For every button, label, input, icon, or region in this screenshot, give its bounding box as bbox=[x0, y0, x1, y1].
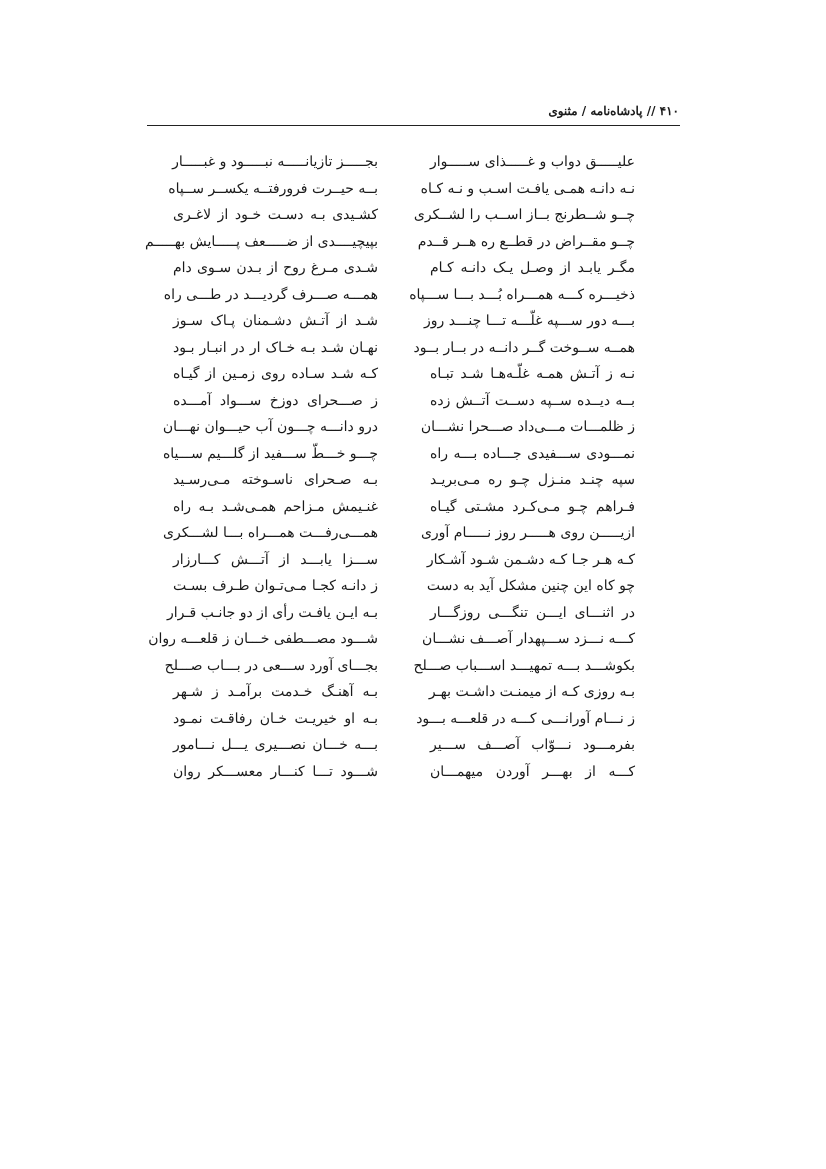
hemistich-second: ز صـــحرای دوزخ ســـواد آمـــده bbox=[173, 392, 378, 409]
hemistich-first: نـه ز آتـش همـه غلّـه‌هـا شـد تبـاه bbox=[430, 366, 635, 382]
verse-row bbox=[163, 520, 635, 547]
hemistich-first: بـه روزی کـه از میمنـت داشـت بهـر bbox=[428, 684, 635, 700]
hemistich-first: بــه دیــده ســپه دســت آتــش زده bbox=[430, 392, 635, 409]
verse-row bbox=[173, 361, 635, 388]
verse-row bbox=[168, 176, 635, 203]
hemistich-first: چــو مقــراض در قطــع ره هــر قــدم bbox=[417, 233, 635, 250]
hemistich-first: نـه دانـه همـی یافـت اسـب و نـه کـاه bbox=[420, 180, 635, 197]
verse-row bbox=[173, 335, 635, 362]
hemistich-first: ذخیـــره کـــه همـــراه بُـــد بـــا ســـپاه bbox=[409, 286, 635, 303]
hemistich-second: نهـان شـد بـه خـاک ار در انبـار بـود bbox=[173, 339, 378, 356]
hemistich-second: بـه آهنـگ خـدمت برآمـد ز شـهر bbox=[173, 684, 378, 700]
verse-row bbox=[162, 441, 635, 468]
verse-row bbox=[173, 679, 635, 706]
hemistich-first: مگـر یابـد از وصـل یـک دانـه کـام bbox=[430, 260, 635, 276]
verse-row bbox=[173, 149, 635, 176]
hemistich-second: همـــی‌رفـــت همـــراه بـــا لشـــکری bbox=[163, 525, 378, 541]
verse-row bbox=[173, 388, 635, 415]
hemistich-second: چـــو خـــطّ ســـفید از گلـــیم ســـیاه bbox=[162, 445, 378, 462]
verse-row bbox=[173, 547, 635, 574]
hemistich-first: چو کاه این چنین مشکل آید به دست bbox=[426, 578, 635, 594]
hemistich-second: همـــه صـــرف گردیـــد در طـــی راه bbox=[163, 286, 378, 303]
verse-row bbox=[144, 229, 635, 256]
running-header: ۴۱۰ // پادشاه‌نامه / مثنوی bbox=[548, 104, 679, 118]
hemistich-second: شـد از آتـش دشـمنان پـاک سـوز bbox=[173, 313, 378, 329]
hemistich-first: علیـــــق دواب و غـــــذای ســـــوار bbox=[430, 154, 635, 170]
hemistich-first: بکوشـــد بـــه تمهیـــد اســـباب صـــلح bbox=[413, 657, 635, 674]
verse-row bbox=[173, 573, 635, 600]
hemistich-second: کشـیدی بـه دسـت خـود از لاغـری bbox=[173, 207, 378, 223]
verse-row bbox=[173, 255, 635, 282]
hemistich-first: در اثنـــای ایـــن تنگـــی روزگـــار bbox=[430, 604, 635, 621]
verse-row bbox=[164, 653, 635, 680]
hemistich-first: کـه هـر جـا کـه دشـمن شـود آشـکار bbox=[426, 551, 635, 568]
hemistich-second: شـــود مصـــطفی خـــان ز قلعـــه روان bbox=[148, 631, 378, 647]
verse-row bbox=[173, 308, 635, 335]
hemistich-second: ســـزا یابـــد از آتـــش کـــارزار bbox=[173, 551, 378, 568]
hemistich-second: بجـــای آورد ســـعی در بـــاب صـــلح bbox=[164, 657, 378, 674]
verse-row bbox=[162, 414, 635, 441]
verse-row bbox=[173, 759, 635, 786]
verse-row bbox=[173, 732, 635, 759]
hemistich-second: کـه شـد سـاده روی زمـین از گیـاه bbox=[173, 366, 378, 382]
hemistich-second: ز دانـه کجـا مـی‌تـوان طـرف بسـت bbox=[173, 578, 378, 594]
hemistich-first: نمـــودی ســـفیدی جـــاده بـــه راه bbox=[430, 445, 635, 462]
hemistich-first: بفرمـــود نـــوّاب آصـــف ســـیر bbox=[430, 737, 635, 753]
verse-row bbox=[173, 494, 635, 521]
hemistich-first: ز نـــام آورانـــی کـــه در قلعـــه بـــود bbox=[416, 710, 635, 727]
hemistich-first: همــه ســوخت گــر دانــه در بــار بــود bbox=[413, 339, 635, 356]
verse-row bbox=[173, 706, 635, 733]
verse-row bbox=[173, 202, 635, 229]
hemistich-first: بـــه دور ســـپه غلّـــه تـــا چنـــد روز bbox=[424, 313, 635, 329]
header-rule bbox=[147, 125, 680, 126]
hemistich-second: بپیچیــــدی از ضـــــعف پـــــایش بهـــــم bbox=[144, 233, 378, 250]
hemistich-second: شـدی مـرغ روح از بـدن سـوی دام bbox=[173, 260, 378, 276]
hemistich-first: ز ظلمـــات مـــی‌داد صـــحرا نشـــان bbox=[420, 419, 635, 435]
verse-row bbox=[173, 467, 635, 494]
hemistich-second: بـــه خـــان نصـــیری یـــل نـــامور bbox=[173, 737, 378, 753]
hemistich-first: کـــه از بهـــر آوردن میهمـــان bbox=[430, 763, 635, 780]
hemistich-first: ازیـــــن روی هـــــر روز نـــــام آوری bbox=[420, 525, 635, 541]
hemistich-second: بــه حیــرت فرورفتــه یکســر ســپاه bbox=[168, 180, 378, 197]
hemistich-second: غنـیمش مـزاحم همـی‌شـد بـه راه bbox=[173, 498, 378, 515]
hemistich-second: شـــود تـــا کنـــار معســـکر روان bbox=[173, 763, 378, 780]
verse-row bbox=[148, 626, 635, 653]
hemistich-second: بـه صـحرای ناسـوخته مـی‌رسـید bbox=[173, 472, 378, 488]
hemistich-first: فـراهم چـو مـی‌کـرد مشـتی گیـاه bbox=[430, 498, 635, 515]
hemistich-second: بجـــــز تازیانـــــه نبـــــود و غبـــــار bbox=[172, 154, 378, 170]
hemistich-second: درو دانـــه چـــون آب حیـــوان نهـــان bbox=[162, 419, 378, 435]
hemistich-second: بـه ایـن یافـت رأی از دو جانـب قـرار bbox=[167, 604, 378, 621]
hemistich-first: سپه چنـد منـزل چـو ره مـی‌بریـد bbox=[430, 472, 635, 488]
hemistich-first: چــو شــطرنج بــاز اســب را لشــکری bbox=[413, 207, 635, 223]
hemistich-second: بـه او خیریـت خـان رفاقـت نمـود bbox=[173, 710, 378, 727]
verse-row bbox=[163, 282, 635, 309]
poem-verses bbox=[144, 149, 635, 785]
hemistich-first: کـــه نـــزد ســـپهدار آصـــف نشـــان bbox=[422, 631, 635, 647]
verse-row bbox=[167, 600, 635, 627]
